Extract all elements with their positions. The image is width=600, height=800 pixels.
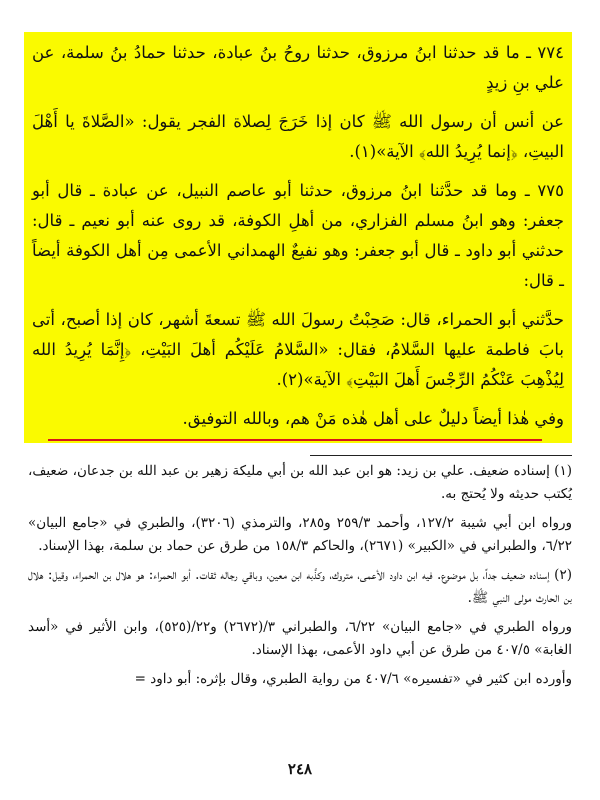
page-number: ٢٤٨	[287, 760, 313, 778]
hadith-774-matn: عن أنس أن رسول الله ﷺ كان إذا خَرَجَ لِصلاة الفجر يقول: «الصَّلاةَ يا أَهْلَ البيتِ، ﴿إنما يُرِيدُ الله﴾ الآية»(١).	[32, 112, 564, 161]
hadith-775-isnad: ٧٧٥ ـ وما قد حدَّثنا ابنُ مرزوق، حدثنا أبو عاصم النبيل، عن عبادة ـ قال أبو جعفر: وهو ابنُ مسلم الفزاري، من أهلِ الكوفة، قد روى عنه أبو نعيم ـ قال: حدثني أبو داود ـ قال أبو جعفر: وهو نفيعٌ الهمداني الأعمى مِن أهل الكوفة أيضاً ـ قال:	[32, 181, 564, 290]
footnote-1-sources: ورواه ابن أبي شيبة ١٢٧/٢، وأحمد ٢٥٩/٣ و٢٨٥، والترمذي (٣٢٠٦)، والطبري في «جامع البيان» ٦/٢٢، والطبراني في «الكبير» (٢٦٧١)، والحاكم ١٥٨/٣ من طرق عن حماد بن سلمة، بهذا الإسناد.	[28, 515, 573, 554]
footnote-divider	[310, 455, 572, 456]
footnotes	[28, 460, 572, 697]
footnote-1-text: (١) إسناده ضعيف. علي بن زيد: هو ابن عبد الله بن أبي مليكة زهير بن عبد الله بن جدعان، ضعيف، يُكتب حديثه ولا يُحتج به.	[28, 463, 572, 502]
main-text	[32, 38, 564, 443]
footnote-2-sources: ورواه الطبري في «جامع البيان» ٦/٢٢، والطبراني ٣/(٢٦٧٢) و٢٢/(٥٢٥)، وابن الأثير في «أسد الغابة» ٤٠٧/٥ من طرق عن أبي داود الأعمى، بهذا الإسناد.	[28, 619, 572, 658]
hadith-774-isnad: ٧٧٤ ـ ما قد حدثنا ابنُ مرزوق، حدثنا روحُ بنُ عبادة، حدثنا حمادُ بنُ سلمة، عن علي بنِ زيدٍ	[32, 43, 564, 92]
conclusion-line: وفي هٰذا أيضاً دليلٌ على أهل هٰذه مَنْ هم، وبالله التوفيق.	[182, 409, 564, 428]
footnote-2-text: (٢) إسناده ضعيف جداً، بل موضوع. فيه ابن داود الأعمى، متروك، وكذَّبه ابن معين، وباقي رجاله ثقات. أبو الحمراء: هو هلال بن الحمراء، وقيل: هلال بن الحارث مولى النبي ﷺ.	[28, 567, 572, 606]
red-underline	[48, 439, 542, 441]
hadith-775-matn: حدَّثني أبو الحمراء، قال: صَحِبْتُ رسولَ الله ﷺ تسعةَ أشهر، كان إذا أصبح، أتى بابَ فاطمة عليها السَّلامُ، فقال: «السَّلامُ عَلَيْكُم أهلَ البَيْتِ، ﴿إِنَّمَا يُرِيدُ الله لِيُذْهِبَ عَنْكُمُ الرِّجْسَ أَهلَ البَيْتِ﴾ الآية»(٢).	[32, 310, 564, 389]
footnote-2-continued: وأورده ابن كثير في «تفسيره» ٤٠٧/٦ من رواية الطبري، وقال بإثره: أبو داود =	[134, 671, 572, 687]
